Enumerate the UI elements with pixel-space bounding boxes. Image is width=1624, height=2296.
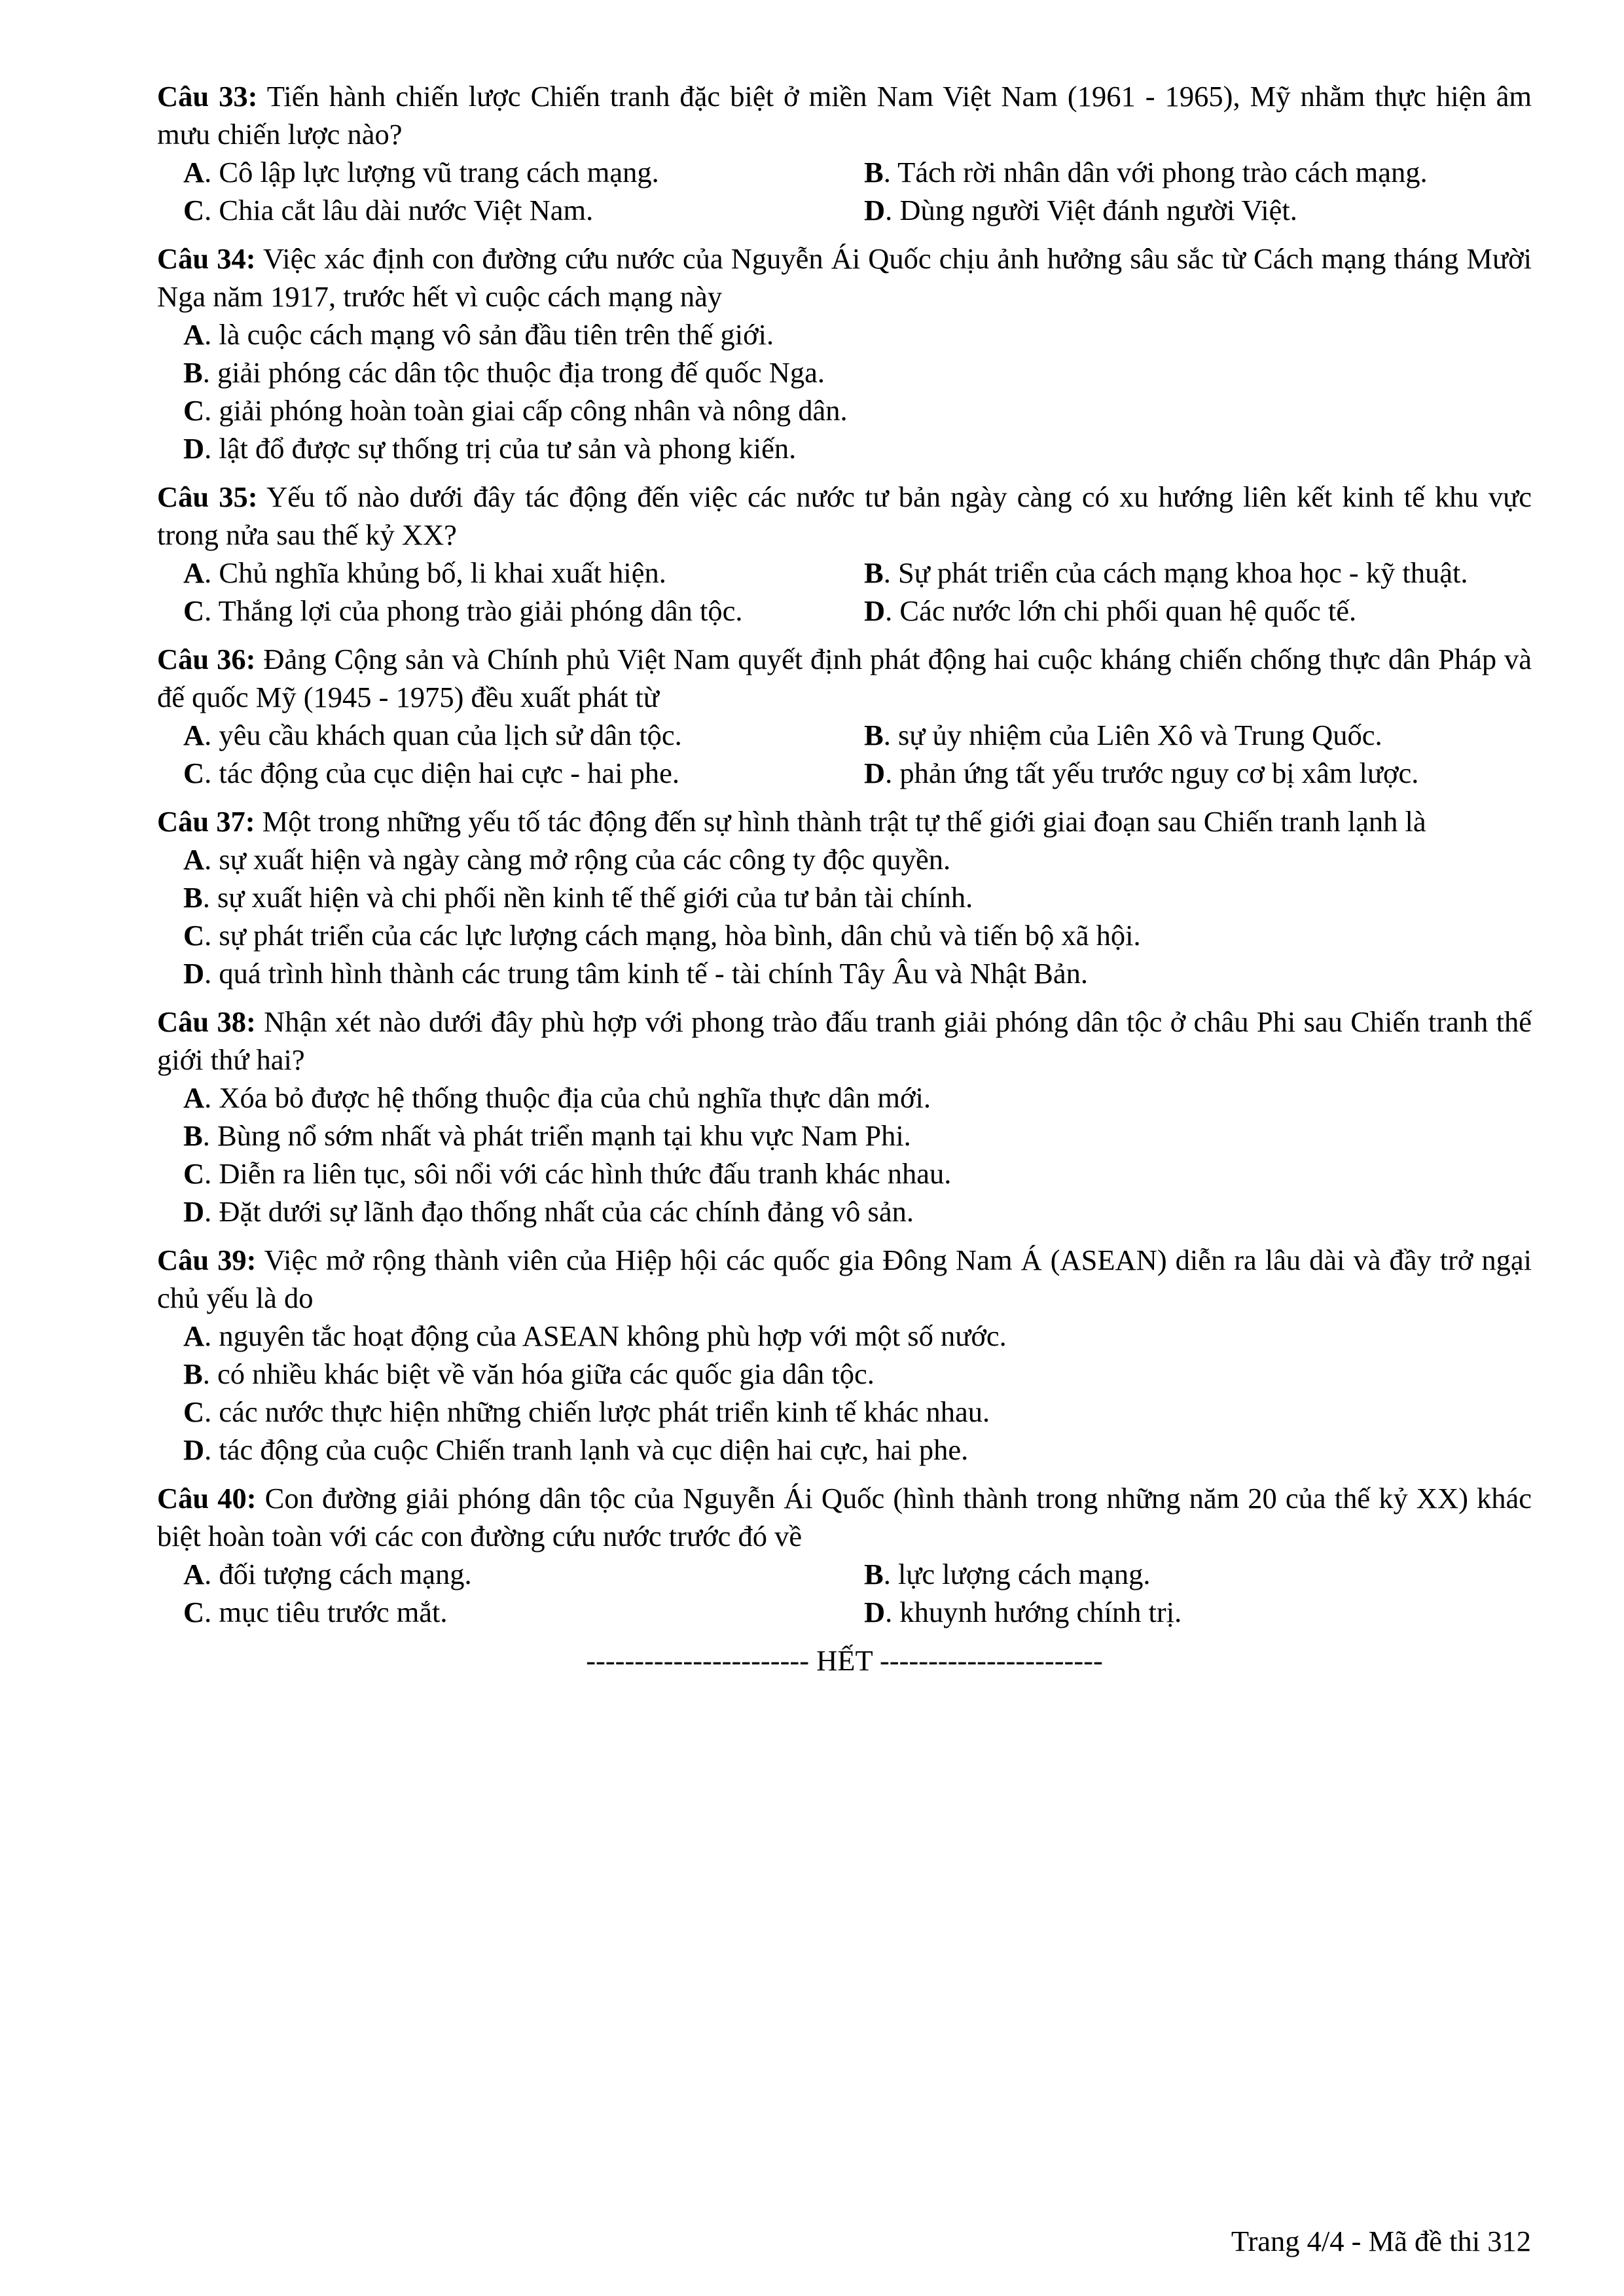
option-letter: D — [183, 957, 205, 990]
option-text: tác động của cuộc Chiến tranh lạnh và cục diện hai cực, hai phe. — [219, 1433, 969, 1466]
option-text: Các nước lớn chi phối quan hệ quốc tế. — [899, 594, 1357, 627]
option-text: Xóa bỏ được hệ thống thuộc địa của chủ nghĩa thực dân mới. — [219, 1081, 931, 1114]
option-letter: D — [864, 1596, 886, 1628]
option-text: Chủ nghĩa khủng bố, li khai xuất hiện. — [219, 556, 666, 589]
option-letter: D — [183, 432, 205, 465]
answer-option-a: A. là cuộc cách mạng vô sản đầu tiên trên thế giới. — [183, 318, 774, 351]
question-text: Việc mở rộng thành viên của Hiệp hội các quốc gia Đông Nam Á (ASEAN) diễn ra lâu dài và đầy trở ngại chủ yếu là do — [157, 1244, 1532, 1314]
question-number: Câu 39: — [157, 1244, 257, 1276]
option-text: Sự phát triển của cách mạng khoa học - kỹ thuật. — [897, 556, 1468, 589]
question-stem — [157, 77, 1532, 153]
option-text: Bùng nổ sớm nhất và phát triển mạnh tại khu vực Nam Phi. — [217, 1119, 911, 1152]
answer-option-b: B. Bùng nổ sớm nhất và phát triển mạnh tại khu vực Nam Phi. — [183, 1119, 911, 1152]
answer-option-b: B. sự xuất hiện và chi phối nền kinh tế thế giới của tư bản tài chính. — [183, 881, 973, 914]
question-stem — [157, 802, 1532, 840]
question-stem — [157, 640, 1532, 716]
option-text: Dùng người Việt đánh người Việt. — [899, 194, 1297, 226]
answer-option-c: C. Thắng lợi của phong trào giải phóng dân tộc. — [183, 594, 743, 627]
answer-option-b: B. lực lượng cách mạng. — [864, 1558, 1151, 1590]
option-letter: C — [183, 1157, 205, 1190]
answer-options — [157, 1555, 1532, 1631]
answer-options — [157, 315, 1532, 467]
question-number: Câu 33: — [157, 80, 258, 113]
question-block — [157, 240, 1532, 467]
exam-page — [157, 77, 1532, 1679]
question-text: Tiến hành chiến lược Chiến tranh đặc biệt ở miền Nam Việt Nam (1961 - 1965), Mỹ nhằm thực hiện âm mưu chiến lược nào? — [157, 80, 1532, 151]
option-text: lật đổ được sự thống trị của tư sản và phong kiến. — [219, 432, 797, 465]
question-text: Đảng Cộng sản và Chính phủ Việt Nam quyết định phát động hai cuộc kháng chiến chống thực dân Pháp và đế quốc Mỹ (1945 - 1975) đều xuất phát từ — [157, 643, 1532, 713]
option-text: sự phát triển của các lực lượng cách mạng, hòa bình, dân chủ và tiến bộ xã hội. — [219, 919, 1141, 952]
option-text: yêu cầu khách quan của lịch sử dân tộc. — [219, 719, 682, 751]
option-letter: C — [183, 594, 205, 627]
option-letter: C — [183, 757, 205, 789]
option-text: Tách rời nhân dân với phong trào cách mạng. — [897, 156, 1428, 188]
option-letter: A — [183, 156, 205, 188]
option-letter: A — [183, 318, 205, 351]
option-text: Thắng lợi của phong trào giải phóng dân tộc. — [218, 594, 743, 627]
option-text: giải phóng hoàn toàn giai cấp công nhân và nông dân. — [219, 394, 848, 427]
answer-option-d: D. Dùng người Việt đánh người Việt. — [864, 194, 1297, 226]
option-text: Chia cắt lâu dài nước Việt Nam. — [219, 194, 594, 226]
option-text: các nước thực hiện những chiến lược phát triển kinh tế khác nhau. — [219, 1395, 990, 1428]
option-letter: A — [183, 719, 205, 751]
option-text: mục tiêu trước mắt. — [219, 1596, 448, 1628]
option-letter: A — [183, 1558, 205, 1590]
answer-option-a: A. Chủ nghĩa khủng bố, li khai xuất hiện. — [183, 556, 666, 589]
option-letter: D — [183, 1195, 205, 1228]
answer-option-b: B. có nhiều khác biệt về văn hóa giữa các quốc gia dân tộc. — [183, 1357, 875, 1390]
option-text: lực lượng cách mạng. — [897, 1558, 1151, 1590]
option-letter: A — [183, 1319, 205, 1352]
answer-option-a: A. đối tượng cách mạng. — [183, 1558, 472, 1590]
answer-option-b: B. Sự phát triển của cách mạng khoa học - kỹ thuật. — [864, 556, 1468, 589]
question-stem — [157, 240, 1532, 315]
option-letter: A — [183, 843, 205, 876]
option-text: sự ủy nhiệm của Liên Xô và Trung Quốc. — [897, 719, 1382, 751]
option-text: quá trình hình thành các trung tâm kinh tế - tài chính Tây Âu và Nhật Bản. — [219, 957, 1089, 990]
question-text: Con đường giải phóng dân tộc của Nguyễn Ái Quốc (hình thành trong những năm 20 của thế kỷ XX) khác biệt hoàn toàn với các con đường cứu nước trước đó về — [157, 1482, 1532, 1552]
option-letter: C — [183, 919, 205, 952]
answer-options — [157, 840, 1532, 992]
answer-option-b: B. Tách rời nhân dân với phong trào cách mạng. — [864, 156, 1428, 188]
question-block — [157, 478, 1532, 630]
page-footer: Trang 4/4 - Mã đề thi 312 — [1231, 2225, 1531, 2257]
option-text: là cuộc cách mạng vô sản đầu tiên trên thế giới. — [219, 318, 774, 351]
answer-option-a: A. Cô lập lực lượng vũ trang cách mạng. — [183, 156, 659, 188]
option-text: khuynh hướng chính trị. — [899, 1596, 1182, 1628]
option-letter: B — [864, 156, 884, 188]
question-number: Câu 35: — [157, 480, 258, 513]
answer-options — [157, 554, 1532, 630]
option-letter: C — [183, 1596, 205, 1628]
question-number: Câu 40: — [157, 1482, 257, 1515]
question-block — [157, 640, 1532, 792]
answer-option-c: C. Diễn ra liên tục, sôi nổi với các hình thức đấu tranh khác nhau. — [183, 1157, 952, 1190]
option-letter: C — [183, 194, 205, 226]
answer-option-d: D. khuynh hướng chính trị. — [864, 1596, 1182, 1628]
question-stem — [157, 1479, 1532, 1555]
answer-option-d: D. Đặt dưới sự lãnh đạo thống nhất của các chính đảng vô sản. — [183, 1195, 914, 1228]
answer-option-a: A. yêu cầu khách quan của lịch sử dân tộc. — [183, 719, 682, 751]
answer-option-a: A. nguyên tắc hoạt động của ASEAN không phù hợp với một số nước. — [183, 1319, 1007, 1352]
answer-option-d: D. quá trình hình thành các trung tâm kinh tế - tài chính Tây Âu và Nhật Bản. — [183, 957, 1089, 990]
option-letter: D — [183, 1433, 205, 1466]
answer-option-a: A. sự xuất hiện và ngày càng mở rộng của các công ty độc quyền. — [183, 843, 951, 876]
answer-option-a: A. Xóa bỏ được hệ thống thuộc địa của chủ nghĩa thực dân mới. — [183, 1081, 931, 1114]
question-text: Việc xác định con đường cứu nước của Nguyễn Ái Quốc chịu ảnh hưởng sâu sắc từ Cách mạng tháng Mười Nga năm 1917, trước hết vì cuộc cách mạng này — [157, 242, 1532, 313]
option-text: đối tượng cách mạng. — [219, 1558, 472, 1590]
answer-option-b: B. giải phóng các dân tộc thuộc địa trong đế quốc Nga. — [183, 356, 825, 389]
option-text: sự xuất hiện và ngày càng mở rộng của các công ty độc quyền. — [219, 843, 951, 876]
answer-option-c: C. giải phóng hoàn toàn giai cấp công nhân và nông dân. — [183, 394, 848, 427]
option-letter: B — [183, 1357, 203, 1390]
question-text: Nhận xét nào dưới đây phù hợp với phong trào đấu tranh giải phóng dân tộc ở châu Phi sau Chiến tranh thế giới thứ hai? — [157, 1005, 1532, 1076]
option-letter: D — [864, 757, 886, 789]
option-letter: B — [183, 356, 203, 389]
question-stem — [157, 1241, 1532, 1317]
option-letter: B — [183, 1119, 203, 1152]
option-text: sự xuất hiện và chi phối nền kinh tế thế giới của tư bản tài chính. — [217, 881, 973, 914]
question-number: Câu 38: — [157, 1005, 256, 1038]
question-number: Câu 34: — [157, 242, 256, 275]
answer-option-c: C. mục tiêu trước mắt. — [183, 1596, 448, 1628]
option-letter: C — [183, 394, 205, 427]
answer-options — [157, 716, 1532, 792]
answer-options — [157, 1079, 1532, 1230]
option-text: phản ứng tất yếu trước nguy cơ bị xâm lược. — [899, 757, 1419, 789]
question-number: Câu 36: — [157, 643, 256, 675]
answer-option-d: D. lật đổ được sự thống trị của tư sản và phong kiến. — [183, 432, 797, 465]
answer-option-d: D. tác động của cuộc Chiến tranh lạnh và cục diện hai cực, hai phe. — [183, 1433, 969, 1466]
answer-option-c: C. tác động của cục diện hai cực - hai phe. — [183, 757, 680, 789]
question-text: Một trong những yếu tố tác động đến sự hình thành trật tự thế giới giai đoạn sau Chiến tranh lạnh là — [262, 805, 1426, 838]
option-letter: B — [864, 556, 884, 589]
option-letter: A — [183, 1081, 205, 1114]
question-stem — [157, 1003, 1532, 1079]
end-marker: ----------------------- HẾT ----------------------- — [586, 1644, 1103, 1677]
option-letter: D — [864, 594, 886, 627]
option-text: tác động của cục diện hai cực - hai phe. — [219, 757, 680, 789]
option-text: Cô lập lực lượng vũ trang cách mạng. — [219, 156, 659, 188]
question-block — [157, 77, 1532, 229]
option-text: Diễn ra liên tục, sôi nổi với các hình thức đấu tranh khác nhau. — [219, 1157, 952, 1190]
answer-option-b: B. sự ủy nhiệm của Liên Xô và Trung Quốc. — [864, 719, 1382, 751]
answer-option-d: D. Các nước lớn chi phối quan hệ quốc tế. — [864, 594, 1357, 627]
option-letter: B — [864, 1558, 884, 1590]
option-text: có nhiều khác biệt về văn hóa giữa các quốc gia dân tộc. — [217, 1357, 875, 1390]
question-stem — [157, 478, 1532, 554]
option-text: giải phóng các dân tộc thuộc địa trong đế quốc Nga. — [217, 356, 825, 389]
answer-option-d: D. phản ứng tất yếu trước nguy cơ bị xâm lược. — [864, 757, 1419, 789]
option-letter: B — [183, 881, 203, 914]
answer-options — [157, 153, 1532, 229]
answer-options — [157, 1317, 1532, 1469]
question-number: Câu 37: — [157, 805, 255, 838]
question-block — [157, 1479, 1532, 1631]
option-text: nguyên tắc hoạt động của ASEAN không phù hợp với một số nước. — [219, 1319, 1007, 1352]
option-letter: A — [183, 556, 205, 589]
answer-option-c: C. sự phát triển của các lực lượng cách mạng, hòa bình, dân chủ và tiến bộ xã hội. — [183, 919, 1141, 952]
option-letter: D — [864, 194, 886, 226]
question-block — [157, 1241, 1532, 1469]
question-block — [157, 802, 1532, 992]
question-text: Yếu tố nào dưới đây tác động đến việc các nước tư bản ngày càng có xu hướng liên kết kinh tế khu vực trong nửa sau thế kỷ XX? — [157, 480, 1532, 551]
option-text: Đặt dưới sự lãnh đạo thống nhất của các chính đảng vô sản. — [219, 1195, 914, 1228]
answer-option-c: C. Chia cắt lâu dài nước Việt Nam. — [183, 194, 594, 226]
option-letter: B — [864, 719, 884, 751]
answer-option-c: C. các nước thực hiện những chiến lược phát triển kinh tế khác nhau. — [183, 1395, 990, 1428]
question-block — [157, 1003, 1532, 1230]
option-letter: C — [183, 1395, 205, 1428]
